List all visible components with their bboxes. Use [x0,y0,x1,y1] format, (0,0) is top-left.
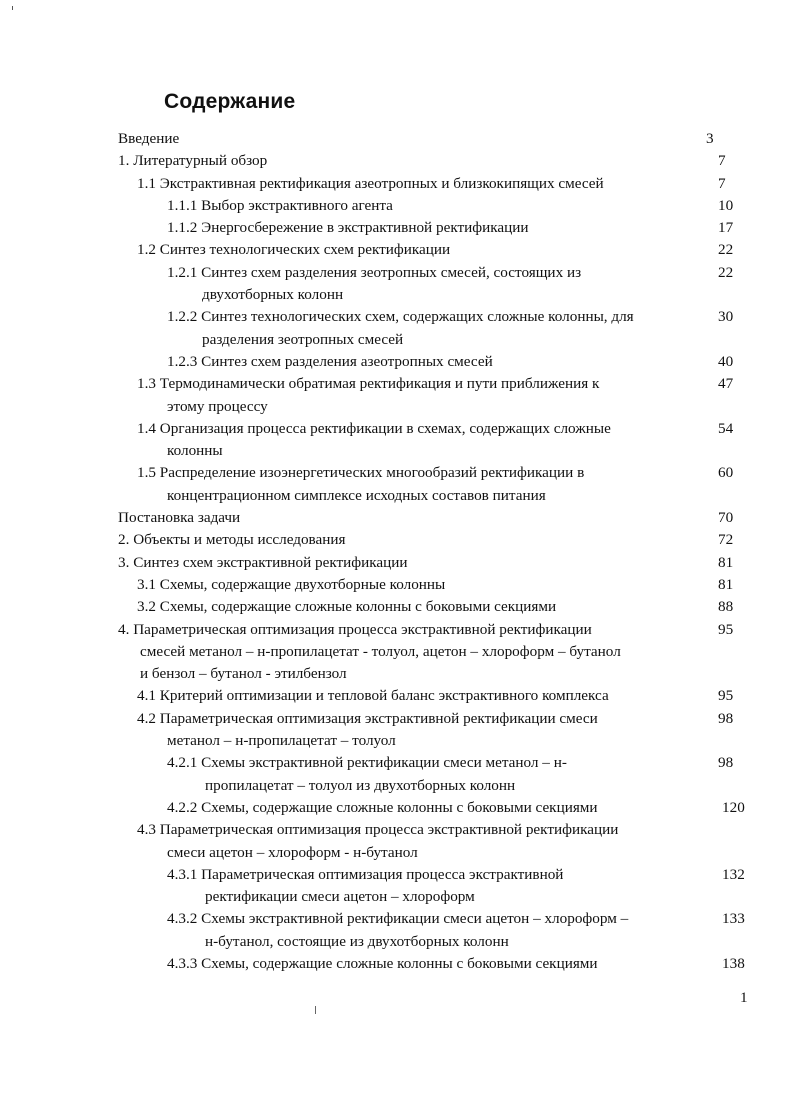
toc-entry-line: 1.2.1 Синтез схем разделения зеотропных смесей, состоящих из [167,263,582,281]
toc-entry-title [167,195,393,217]
toc-page-number: 40 [718,352,734,370]
toc-entry-title [137,596,556,618]
toc-page-number: 95 [718,620,734,638]
toc-page-number: 81 [718,575,734,593]
toc-entry-line: 1.2.3 Синтез схем разделения азеотропных смесей [167,352,493,370]
toc-page-number: 98 [718,709,734,727]
toc-page-number: 3 [706,130,714,147]
toc-page-number: 54 [718,419,734,437]
toc-entry [0,462,799,507]
toc-entry-title [167,908,628,953]
toc-entry-title [137,239,450,261]
toc-entry-line: 2. Объекты и методы исследования [118,531,346,549]
toc-page-number: 7 [718,174,726,192]
toc-entry [0,195,799,217]
toc-page-number: 72 [718,531,734,549]
toc-entry [0,150,799,172]
page-number: 1 [740,989,748,1006]
toc-page-number: 88 [718,598,734,616]
toc-entry-line: 4.2.1 Схемы экстрактивной ректификации смеси метанол – н- [167,754,567,772]
toc-entry-line: 4.1 Критерий оптимизации и тепловой баланс экстрактивного комплекса [137,687,609,705]
toc-entry-continuation: н-бутанол, состоящие из двухотборных колонн [205,932,509,950]
toc-page-number: 95 [718,687,734,705]
toc-page-number: 133 [722,910,745,928]
toc-entry-title [167,306,634,351]
toc-entry-title [167,351,493,373]
toc-page-number: 120 [722,798,745,816]
toc-entry [0,819,799,864]
toc-entry-continuation: смеси ацетон – хлороформ - н-бутанол [167,843,418,861]
toc-entry-title [137,574,445,596]
toc-page-number: 17 [718,219,734,237]
toc-entry [0,685,799,707]
toc-entry-line: 4.3.1 Параметрическая оптимизация процесса экстрактивной [167,865,564,883]
toc-entry-title [137,373,599,418]
toc-page-number: 7 [718,152,726,170]
toc-entry-continuation: двухотборных колонн [202,286,344,304]
toc-page-number: 60 [718,464,734,482]
toc-entry-line: 1.1.2 Энергосбережение в экстрактивной ректификации [167,219,529,237]
toc-entry-line: 4.2.2 Схемы, содержащие сложные колонны с боковыми секциями [167,798,598,816]
toc-entry-title [167,864,563,909]
toc-entry-line: 1.1.1 Выбор экстрактивного агента [167,196,393,214]
toc-entry-line: 3.2 Схемы, содержащие сложные колонны с боковыми секциями [137,598,557,616]
toc-entry-continuation: концентрационном симплексе исходных составов питания [167,486,546,504]
toc-entry-line: 4.3 Параметрическая оптимизация процесса экстрактивной ректификации [137,821,619,839]
toc-entry-title [137,685,609,707]
toc-page-number: 81 [718,553,734,571]
toc-page-number: 30 [718,308,734,326]
toc-entry-line: 4. Параметрическая оптимизация процесса экстрактивной ректификации [118,620,592,638]
toc-entry [0,351,799,373]
toc-page-number: 22 [718,241,734,259]
toc-entry-title [167,262,581,307]
toc-entry-line: 4.2 Параметрическая оптимизация экстрактивной ректификации смеси [137,709,598,727]
toc-entry-continuation: ректификации смеси ацетон – хлороформ [205,888,475,906]
toc-entry-line: 1.2.2 Синтез технологических схем, содержащих сложные колонны, для [167,308,634,326]
toc-entry [0,128,799,150]
toc-entry-line: 4.3.2 Схемы экстрактивной ректификации смеси ацетон – хлороформ – [167,910,629,928]
table-of-contents [0,128,799,975]
toc-page-number: 10 [718,196,734,214]
toc-entry [0,908,799,953]
toc-entry-line: 1.1 Экстрактивная ректификация азеотропных и близкокипящих смесей [137,174,604,192]
toc-entry [0,306,799,351]
toc-entry-title [167,752,567,797]
toc-page-number: 22 [718,263,734,281]
toc-entry-line: Введение [118,130,180,147]
toc-entry [0,552,799,574]
toc-entry [0,262,799,307]
toc-entry-line: 1.3 Термодинамически обратимая ректификация и пути приближения к [137,375,600,393]
toc-entry [0,239,799,261]
toc-entry [0,507,799,529]
toc-entry-line: 1.5 Распределение изоэнергетических многообразий ректификации в [137,464,585,482]
toc-entry-title [137,708,598,753]
toc-entry-title [137,462,584,507]
toc-page-number: 138 [722,954,745,972]
toc-entry-title [167,797,598,819]
toc-entry-line: 3.1 Схемы, содержащие двухотборные колонны [137,575,446,593]
toc-entry-title [137,418,611,463]
toc-entry [0,173,799,195]
toc-entry-continuation: пропилацетат – толуол из двухотборных колонн [205,776,516,794]
toc-entry [0,373,799,418]
scan-mark [12,6,13,10]
toc-entry-title [118,507,240,529]
toc-entry-title [118,150,267,172]
toc-entry-continuation: метанол – н-пропилацетат – толуол [167,732,396,750]
toc-entry-continuation: и бензол – бутанол - этилбензол [140,665,347,683]
toc-entry [0,418,799,463]
toc-entry [0,217,799,239]
toc-entry [0,953,799,975]
toc-entry [0,752,799,797]
toc-entry-title [137,173,604,195]
toc-entry-title [118,128,179,150]
toc-entry-continuation: колонны [167,442,223,460]
toc-entry [0,596,799,618]
toc-entry-line: 3. Синтез схем экстрактивной ректификации [118,553,408,571]
toc-entry-line: 4.3.3 Схемы, содержащие сложные колонны с боковыми секциями [167,954,598,972]
toc-page-number: 70 [718,509,734,527]
toc-entry-title [137,819,618,864]
toc-entry [0,619,799,686]
toc-entry-line: Постановка задачи [118,509,241,527]
scan-mark [315,1006,316,1014]
toc-page-number: 47 [718,375,734,393]
toc-entry-continuation: разделения зеотропных смесей [202,330,404,348]
toc-entry-continuation: смесей метанол – н-пропилацетат - толуол, ацетон – хлороформ – бутанол [140,642,621,660]
toc-entry [0,708,799,753]
toc-entry [0,864,799,909]
toc-entry [0,797,799,819]
toc-entry-line: 1.4 Организация процесса ректификации в схемах, содержащих сложные [137,419,611,437]
page-title: Содержание [164,90,296,113]
toc-entry-title [118,619,621,686]
toc-entry-continuation: этому процессу [167,397,268,415]
toc-entry [0,574,799,596]
toc-entry-title [118,552,408,574]
toc-entry-title [167,217,529,239]
toc-entry-line: 1. Литературный обзор [118,152,268,170]
toc-entry-title [118,529,346,551]
toc-page-number: 98 [718,754,734,772]
toc-entry-line: 1.2 Синтез технологических схем ректификации [137,241,451,259]
toc-entry-title [167,953,598,975]
toc-entry [0,529,799,551]
toc-page-number: 132 [722,865,745,883]
